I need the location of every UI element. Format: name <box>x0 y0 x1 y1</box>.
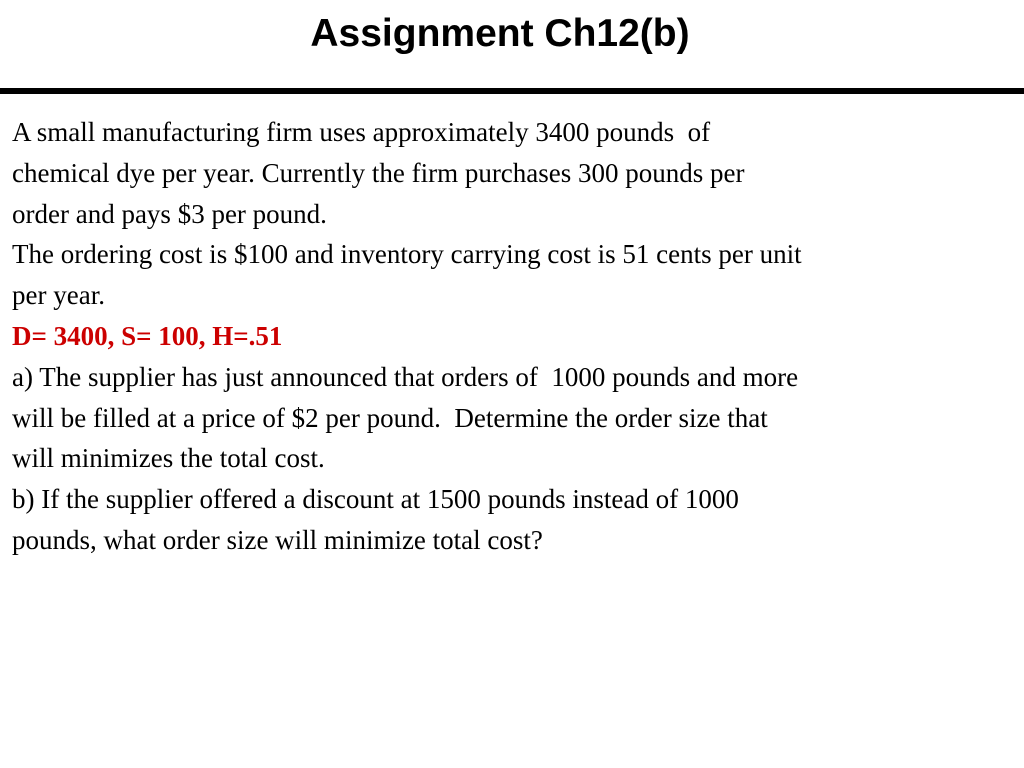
slide-title: Assignment Ch12(b) <box>310 12 690 55</box>
question-a-line-1: a) The supplier has just announced that orders of 1000 pounds and more <box>12 361 799 392</box>
body-line-problem-2: chemical dye per year. Currently the firm purchases 300 pounds per <box>12 157 745 188</box>
body-line-problem-1: A small manufacturing firm uses approximately 3400 pounds of <box>12 117 711 147</box>
question-a-line-2: will be filled at a price of $2 per pound. Determine the order size that <box>12 402 768 433</box>
question-b-line-1: b) If the supplier offered a discount at 1500 pounds instead of 1000 <box>12 484 739 515</box>
body-line-problem-3: order and pays $3 per pound. <box>12 198 327 229</box>
body-line-costs-1: The ordering cost is $100 and inventory carrying cost is 51 cents per unit <box>12 239 802 270</box>
question-a-line-3: will minimizes the total cost. <box>12 443 325 474</box>
question-b-line-2: pounds, what order size will minimize total cost? <box>12 524 543 555</box>
body-line-costs-2: per year. <box>12 280 105 311</box>
title-divider <box>0 88 1024 94</box>
given-values: D= 3400, S= 100, H=.51 <box>12 320 283 351</box>
slide-body <box>12 112 1020 561</box>
